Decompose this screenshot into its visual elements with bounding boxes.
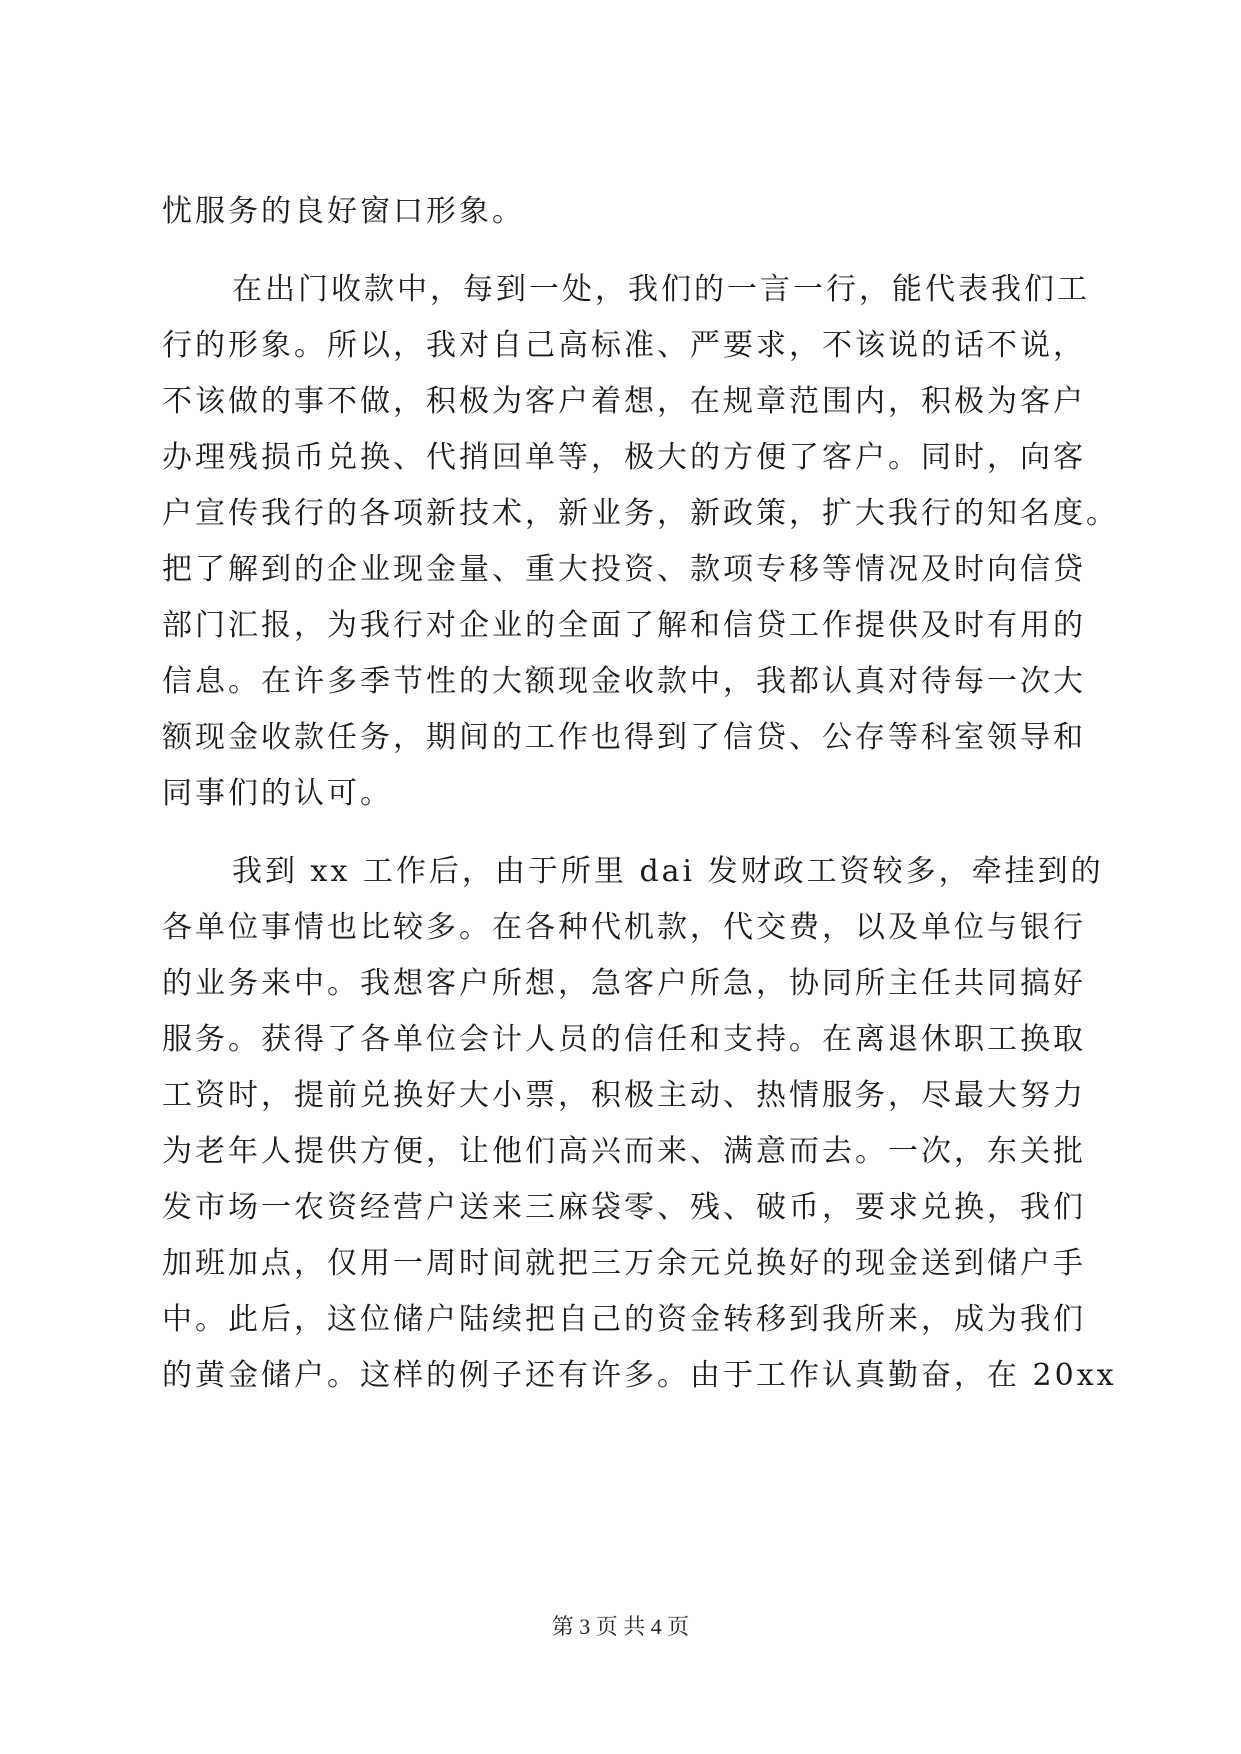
text-line: 行的形象。所以，我对自己高标准、严要求，不该说的话不说， bbox=[162, 328, 1086, 363]
text-line: 同事们的认可。 bbox=[162, 776, 393, 811]
text-line: 为老年人提供方便，让他们高兴而来、满意而去。一次，东关批 bbox=[162, 1134, 1086, 1169]
text-line: 户宣传我行的各项新技术，新业务，新政策，扩大我行的知名度。 bbox=[162, 496, 1119, 531]
text-line: 不该做的事不做，积极为客户着想，在规章范围内，积极为客户 bbox=[162, 384, 1086, 419]
text-line: 办理残损币兑换、代捎回单等，极大的方便了客户。同时，向客 bbox=[162, 440, 1086, 475]
text-line: 部门汇报，为我行对企业的全面了解和信贷工作提供及时有用的 bbox=[162, 608, 1086, 643]
text-line: 的业务来中。我想客户所想，急客户所急，协同所主任共同搞好 bbox=[162, 966, 1086, 1001]
text-line: 信息。在许多季节性的大额现金收款中，我都认真对待每一次大 bbox=[162, 664, 1086, 699]
text-line: 服务。获得了各单位会计人员的信任和支持。在离退休职工换取 bbox=[162, 1022, 1086, 1057]
page-number-footer: 第 3 页 共 4 页 bbox=[551, 1614, 690, 1639]
text-line: 中。此后，这位储户陆续把自己的资金转移到我所来，成为我们 bbox=[162, 1302, 1086, 1337]
text-line: 发市场一农资经营户送来三麻袋零、残、破币，要求兑换，我们 bbox=[162, 1190, 1086, 1225]
text-line: 各单位事情也比较多。在各种代机款，代交费，以及单位与银行 bbox=[162, 910, 1086, 945]
text-line: 额现金收款任务，期间的工作也得到了信贷、公存等科室领导和 bbox=[162, 720, 1086, 755]
text-line: 把了解到的企业现金量、重大投资、款项专移等情况及时向信贷 bbox=[162, 552, 1086, 587]
text-line: 的黄金储户。这样的例子还有许多。由于工作认真勤奋，在 20xx bbox=[162, 1358, 1117, 1393]
text-line: 忧服务的良好窗口形象。 bbox=[162, 194, 525, 229]
text-line: 加班加点，仅用一周时间就把三万余元兑换好的现金送到储户手 bbox=[162, 1246, 1086, 1281]
text-line: 工资时，提前兑换好大小票，积极主动、热情服务，尽最大努力 bbox=[162, 1078, 1086, 1113]
paragraph-first-line: 在出门收款中，每到一处，我们的一言一行，能代表我们工 bbox=[232, 272, 1090, 307]
paragraph-first-line: 我到 xx 工作后，由于所里 dai 发财政工资较多，牵挂到的 bbox=[232, 854, 1104, 889]
